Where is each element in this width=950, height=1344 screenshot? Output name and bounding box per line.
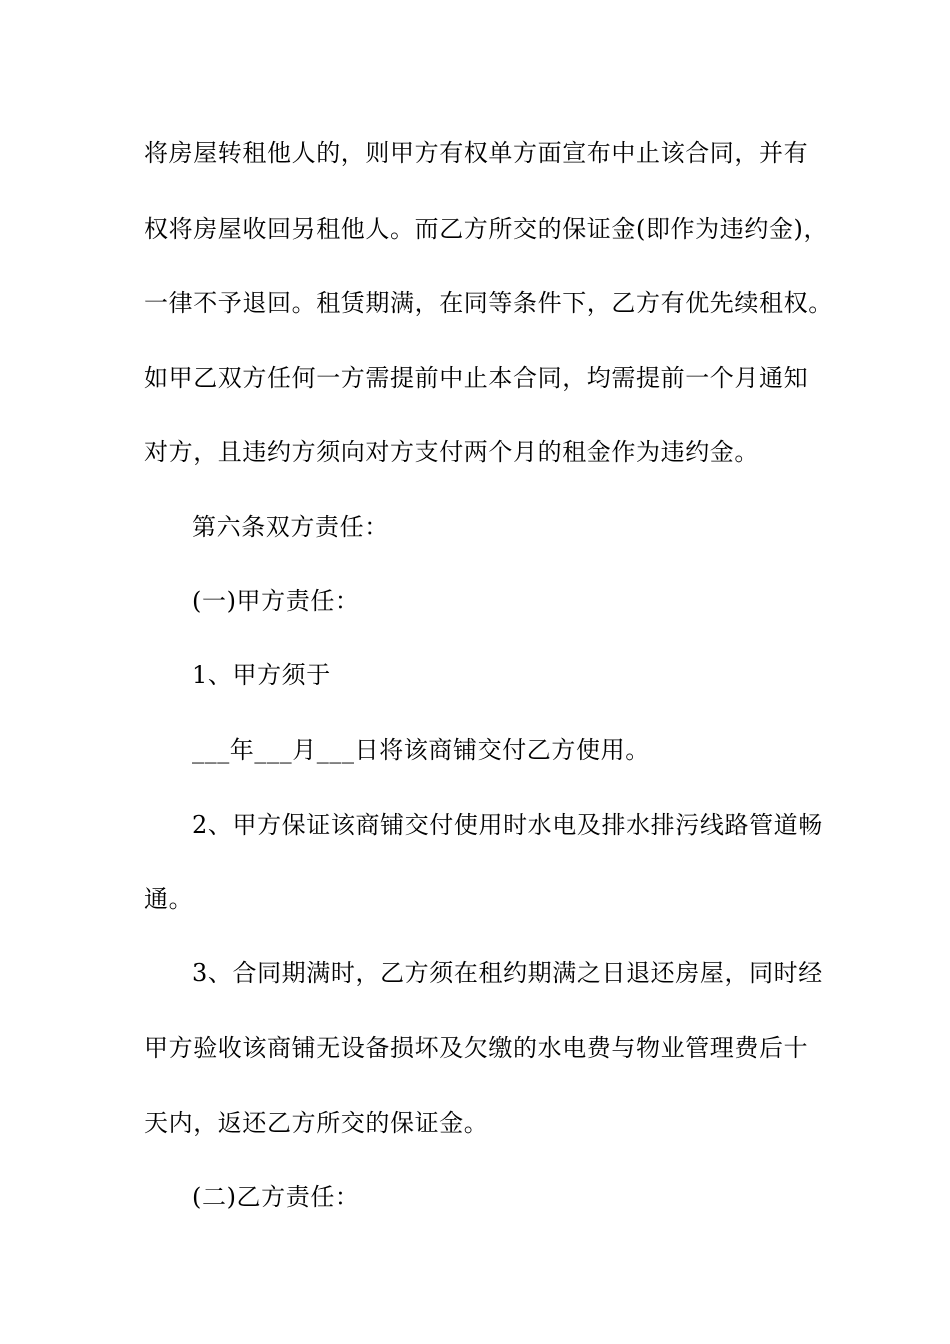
paragraph-line: 对方，且违约方须向对方支付两个月的租金作为违约金。 [144, 438, 759, 466]
section-heading: (二)乙方责任： [192, 1183, 360, 1211]
article-heading: 第六条双方责任： [192, 513, 389, 541]
paragraph-line: 一律不予退回。租赁期满，在同等条件下，乙方有优先续租权。 [144, 289, 833, 317]
date-blank-line: ___年___月___日将该商铺交付乙方使用。 [192, 736, 650, 764]
clause-line: 2、甲方保证该商铺交付使用时水电及排水排污线路管道畅 [192, 811, 823, 839]
clause-line: 1、甲方须于 [192, 661, 331, 689]
paragraph-line: 甲方验收该商铺无设备损坏及欠缴的水电费与物业管理费后十 [144, 1034, 809, 1062]
paragraph-line: 权将房屋收回另租他人。而乙方所交的保证金(即作为违约金)， [144, 215, 829, 243]
clause-line: 3、合同期满时，乙方须在租约期满之日退还房屋，同时经 [192, 959, 823, 987]
section-heading: (一)甲方责任： [192, 587, 360, 615]
paragraph-line: 将房屋转租他人的，则甲方有权单方面宣布中止该合同，并有 [144, 139, 809, 167]
paragraph-line: 通。 [144, 885, 194, 913]
paragraph-line: 天内，返还乙方所交的保证金。 [144, 1109, 489, 1137]
paragraph-line: 如甲乙双方任何一方需提前中止本合同，均需提前一个月通知 [144, 364, 809, 392]
